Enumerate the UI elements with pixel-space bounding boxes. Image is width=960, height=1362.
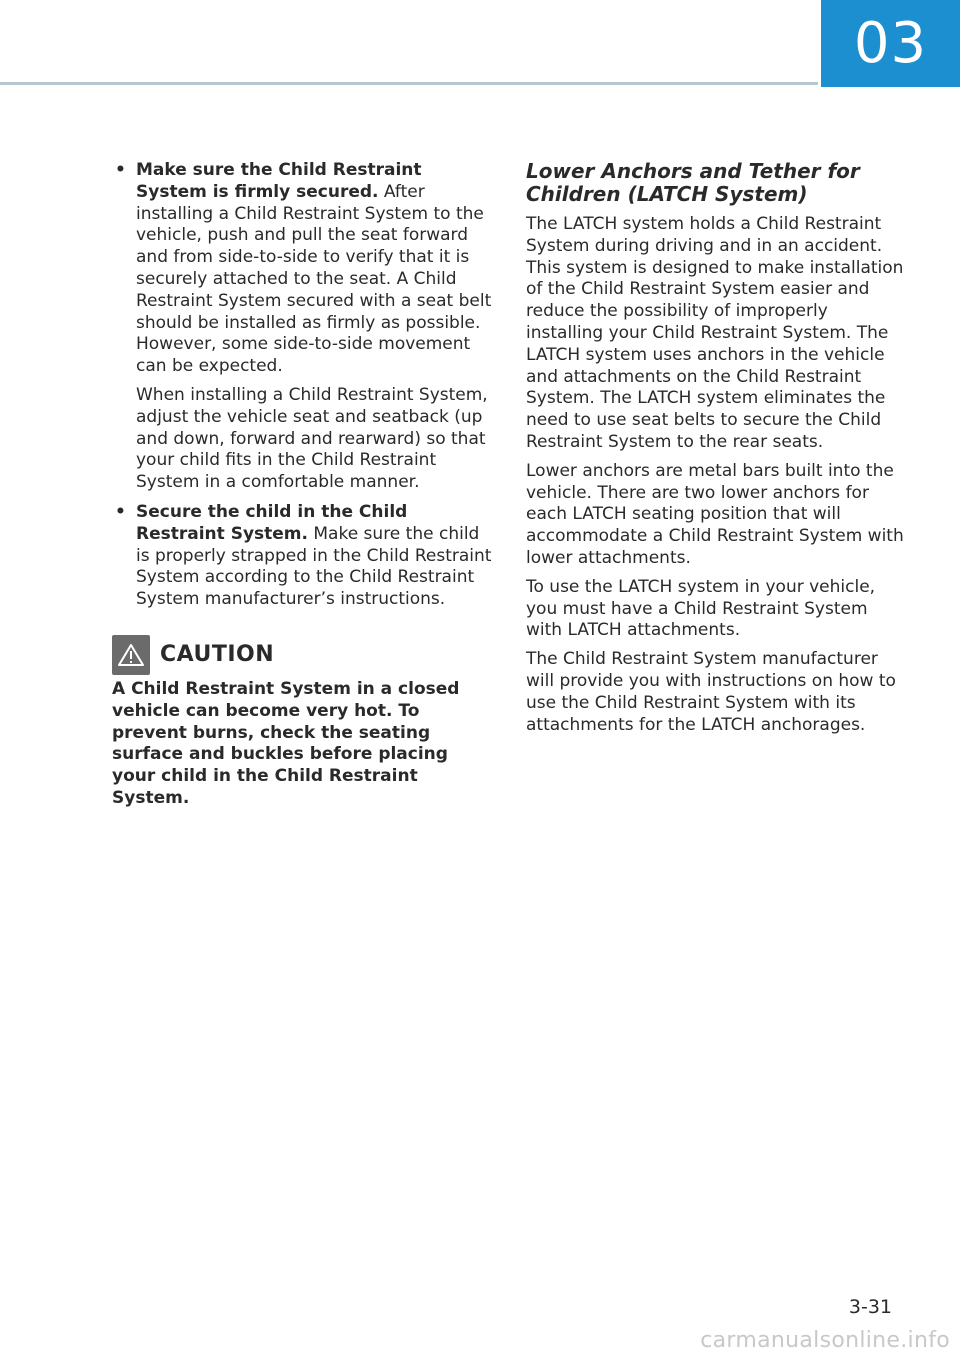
bullet-paragraph: [136, 502, 492, 611]
bullet-paragraph: [136, 160, 492, 378]
bullet-item: [112, 160, 492, 494]
header-rule: [0, 82, 818, 85]
bullet-text: After installing a Child Restraint System to the vehicle, push and pull the seat forward and from side-to-side to verify that it is securely attached to the seat. A Child Restraint System secured with a seat belt should be installed as firmly as possible. However, some side-to-side movement can be expected.: [136, 181, 492, 377]
section-title: Lower Anchors and Tether for Children (LATCH System): [526, 159, 860, 206]
body-paragraph: Lower anchors are metal bars built into the vehicle. There are two lower anchors for each LATCH seating position that will accommodate a Child Restraint System with lower attachments.: [526, 460, 904, 568]
right-column: [526, 160, 906, 743]
body-paragraph: The LATCH system holds a Child Restraint System during driving and in an accident. This system is designed to make installation of the Child Restraint System easier and reduce the possibility of improperly installing your Child Restraint System. The LATCH system uses anchors in the vehicle and attachments on the Child Restraint System. The LATCH system eliminates the need to use seat belts to secure the Child Restraint System to the rear seats.: [526, 214, 904, 452]
bullet-text: Make sure the child is properly strapped in the Child Restraint System according to the Child Restraint System manufacturer’s instructions.: [136, 523, 492, 610]
bullet-dot: •: [115, 501, 126, 522]
warning-triangle-icon: [112, 635, 150, 675]
bullet-item: [112, 502, 492, 611]
watermark: carmanualsonline.info: [700, 1328, 950, 1353]
body-paragraph: The Child Restraint System manufacturer will provide you with instructions on how to use the Child Restraint System with its attachments for the LATCH anchorages.: [526, 649, 896, 735]
caution-text: A Child Restraint System in a closed vehicle can become very hot. To prevent burns, check the seating surface and buckles before placing your child in the Child Restraint System.: [112, 678, 460, 808]
page-number: 3-31: [848, 1296, 892, 1318]
left-column: [112, 160, 492, 810]
caution-header: [112, 635, 492, 675]
chapter-tab: 03: [821, 0, 960, 87]
body-paragraph: To use the LATCH system in your vehicle, you must have a Child Restraint System with LATCH attachments.: [526, 576, 876, 641]
bullet-dot: •: [115, 160, 126, 180]
caution-title: CAUTION: [160, 642, 275, 668]
bullet-extra-paragraph: When installing a Child Restraint System, adjust the vehicle seat and seatback (up and down, forward and rearward) so that your child fits in the Child Restraint System in a comfortable manner.: [136, 384, 488, 493]
bullet-lead: Make sure the Child Restraint System is firmly secured.: [136, 160, 422, 202]
caution-box: [112, 635, 492, 810]
bullet-lead: Secure the child in the Child Restraint System.: [136, 501, 408, 544]
